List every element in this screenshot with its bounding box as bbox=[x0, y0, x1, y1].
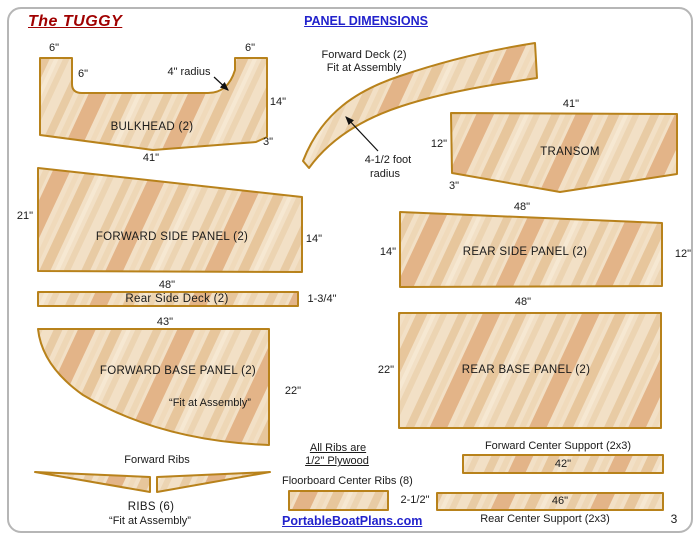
bulkhead-dim-bottom-right: 3" bbox=[262, 136, 274, 148]
transom-dim-bottom-left: 3" bbox=[448, 180, 460, 192]
ribs-material-note-line2: 1/2" Plywood bbox=[305, 455, 369, 467]
bulkhead-radius-arrow bbox=[214, 77, 228, 90]
rear-base-dim-left: 22" bbox=[377, 364, 395, 376]
forward-deck-note: Fit at Assembly bbox=[326, 62, 402, 74]
footer-link[interactable]: PortableBoatPlans.com bbox=[282, 514, 423, 528]
forward-deck-name: Forward Deck (2) bbox=[321, 49, 407, 61]
forward-ribs-heading: Forward Ribs bbox=[124, 454, 190, 466]
forward-support-name: Forward Center Support (2x3) bbox=[484, 440, 632, 452]
forward-side-dim-right: 14" bbox=[305, 233, 323, 245]
page-number: 3 bbox=[670, 512, 678, 526]
deck-radius-note-line1: 4-1/2 foot bbox=[364, 154, 412, 166]
forward-rib-left-shape bbox=[35, 472, 150, 492]
floorboard-ribs-name: Floorboard Center Ribs (8) bbox=[282, 475, 413, 487]
bulkhead-dim-top-left: 6" bbox=[48, 42, 60, 54]
page-heading: PANEL DIMENSIONS bbox=[304, 14, 428, 28]
forward-base-panel-shape bbox=[38, 329, 269, 445]
transom-dim-top: 41" bbox=[562, 98, 580, 110]
rear-side-dim-bottom: 48" bbox=[514, 296, 532, 308]
rear-side-deck-dim-right: 1-3/4" bbox=[307, 293, 337, 305]
forward-rib-right-shape bbox=[157, 472, 270, 492]
floorboard-rib-shape bbox=[289, 491, 388, 510]
page-title: The TUGGY bbox=[28, 13, 123, 30]
rear-support-length: 46" bbox=[551, 495, 569, 507]
forward-base-name: FORWARD BASE PANEL (2) bbox=[99, 365, 257, 377]
forward-side-dim-left: 21" bbox=[16, 210, 34, 222]
bulkhead-shape bbox=[40, 58, 267, 150]
forward-base-note: “Fit at Assembly” bbox=[169, 397, 251, 409]
forward-base-dim-top: 43" bbox=[156, 316, 174, 328]
forward-side-dim-bottom: 48" bbox=[158, 279, 176, 291]
bulkhead-radius-note: 4" radius bbox=[167, 66, 211, 78]
rear-center-support-shape bbox=[437, 493, 663, 510]
transom-dim-left: 12" bbox=[430, 138, 448, 150]
bulkhead-dim-bottom: 41" bbox=[142, 152, 160, 164]
rear-side-dim-right: 12" bbox=[674, 248, 692, 260]
ribs-name: RIBS (6) bbox=[127, 501, 175, 513]
floorboard-ribs-dim: 2-1/2" bbox=[400, 494, 430, 506]
rear-side-dim-top: 48" bbox=[513, 201, 531, 213]
forward-base-dim-right: 22" bbox=[284, 385, 302, 397]
bulkhead-dim-right: 14" bbox=[269, 96, 287, 108]
deck-radius-note-line2: radius bbox=[370, 168, 400, 180]
forward-side-name: FORWARD SIDE PANEL (2) bbox=[95, 231, 249, 243]
rear-support-name: Rear Center Support (2x3) bbox=[480, 513, 610, 525]
rear-side-name: REAR SIDE PANEL (2) bbox=[462, 246, 588, 258]
rear-base-name: REAR BASE PANEL (2) bbox=[461, 364, 591, 376]
bulkhead-name: BULKHEAD (2) bbox=[110, 121, 194, 133]
bulkhead-dim-top-right: 6" bbox=[244, 42, 256, 54]
rear-side-deck-name: Rear Side Deck (2) bbox=[125, 293, 229, 305]
ribs-material-note-line1: All Ribs are bbox=[309, 442, 367, 454]
rear-side-dim-left: 14" bbox=[379, 246, 397, 258]
ribs-note: “Fit at Assembly” bbox=[109, 515, 191, 527]
bulkhead-dim-notch: 6" bbox=[77, 68, 89, 80]
forward-side-panel-shape bbox=[38, 168, 302, 272]
transom-name: TRANSOM bbox=[540, 146, 600, 158]
forward-support-length: 42" bbox=[554, 458, 572, 470]
